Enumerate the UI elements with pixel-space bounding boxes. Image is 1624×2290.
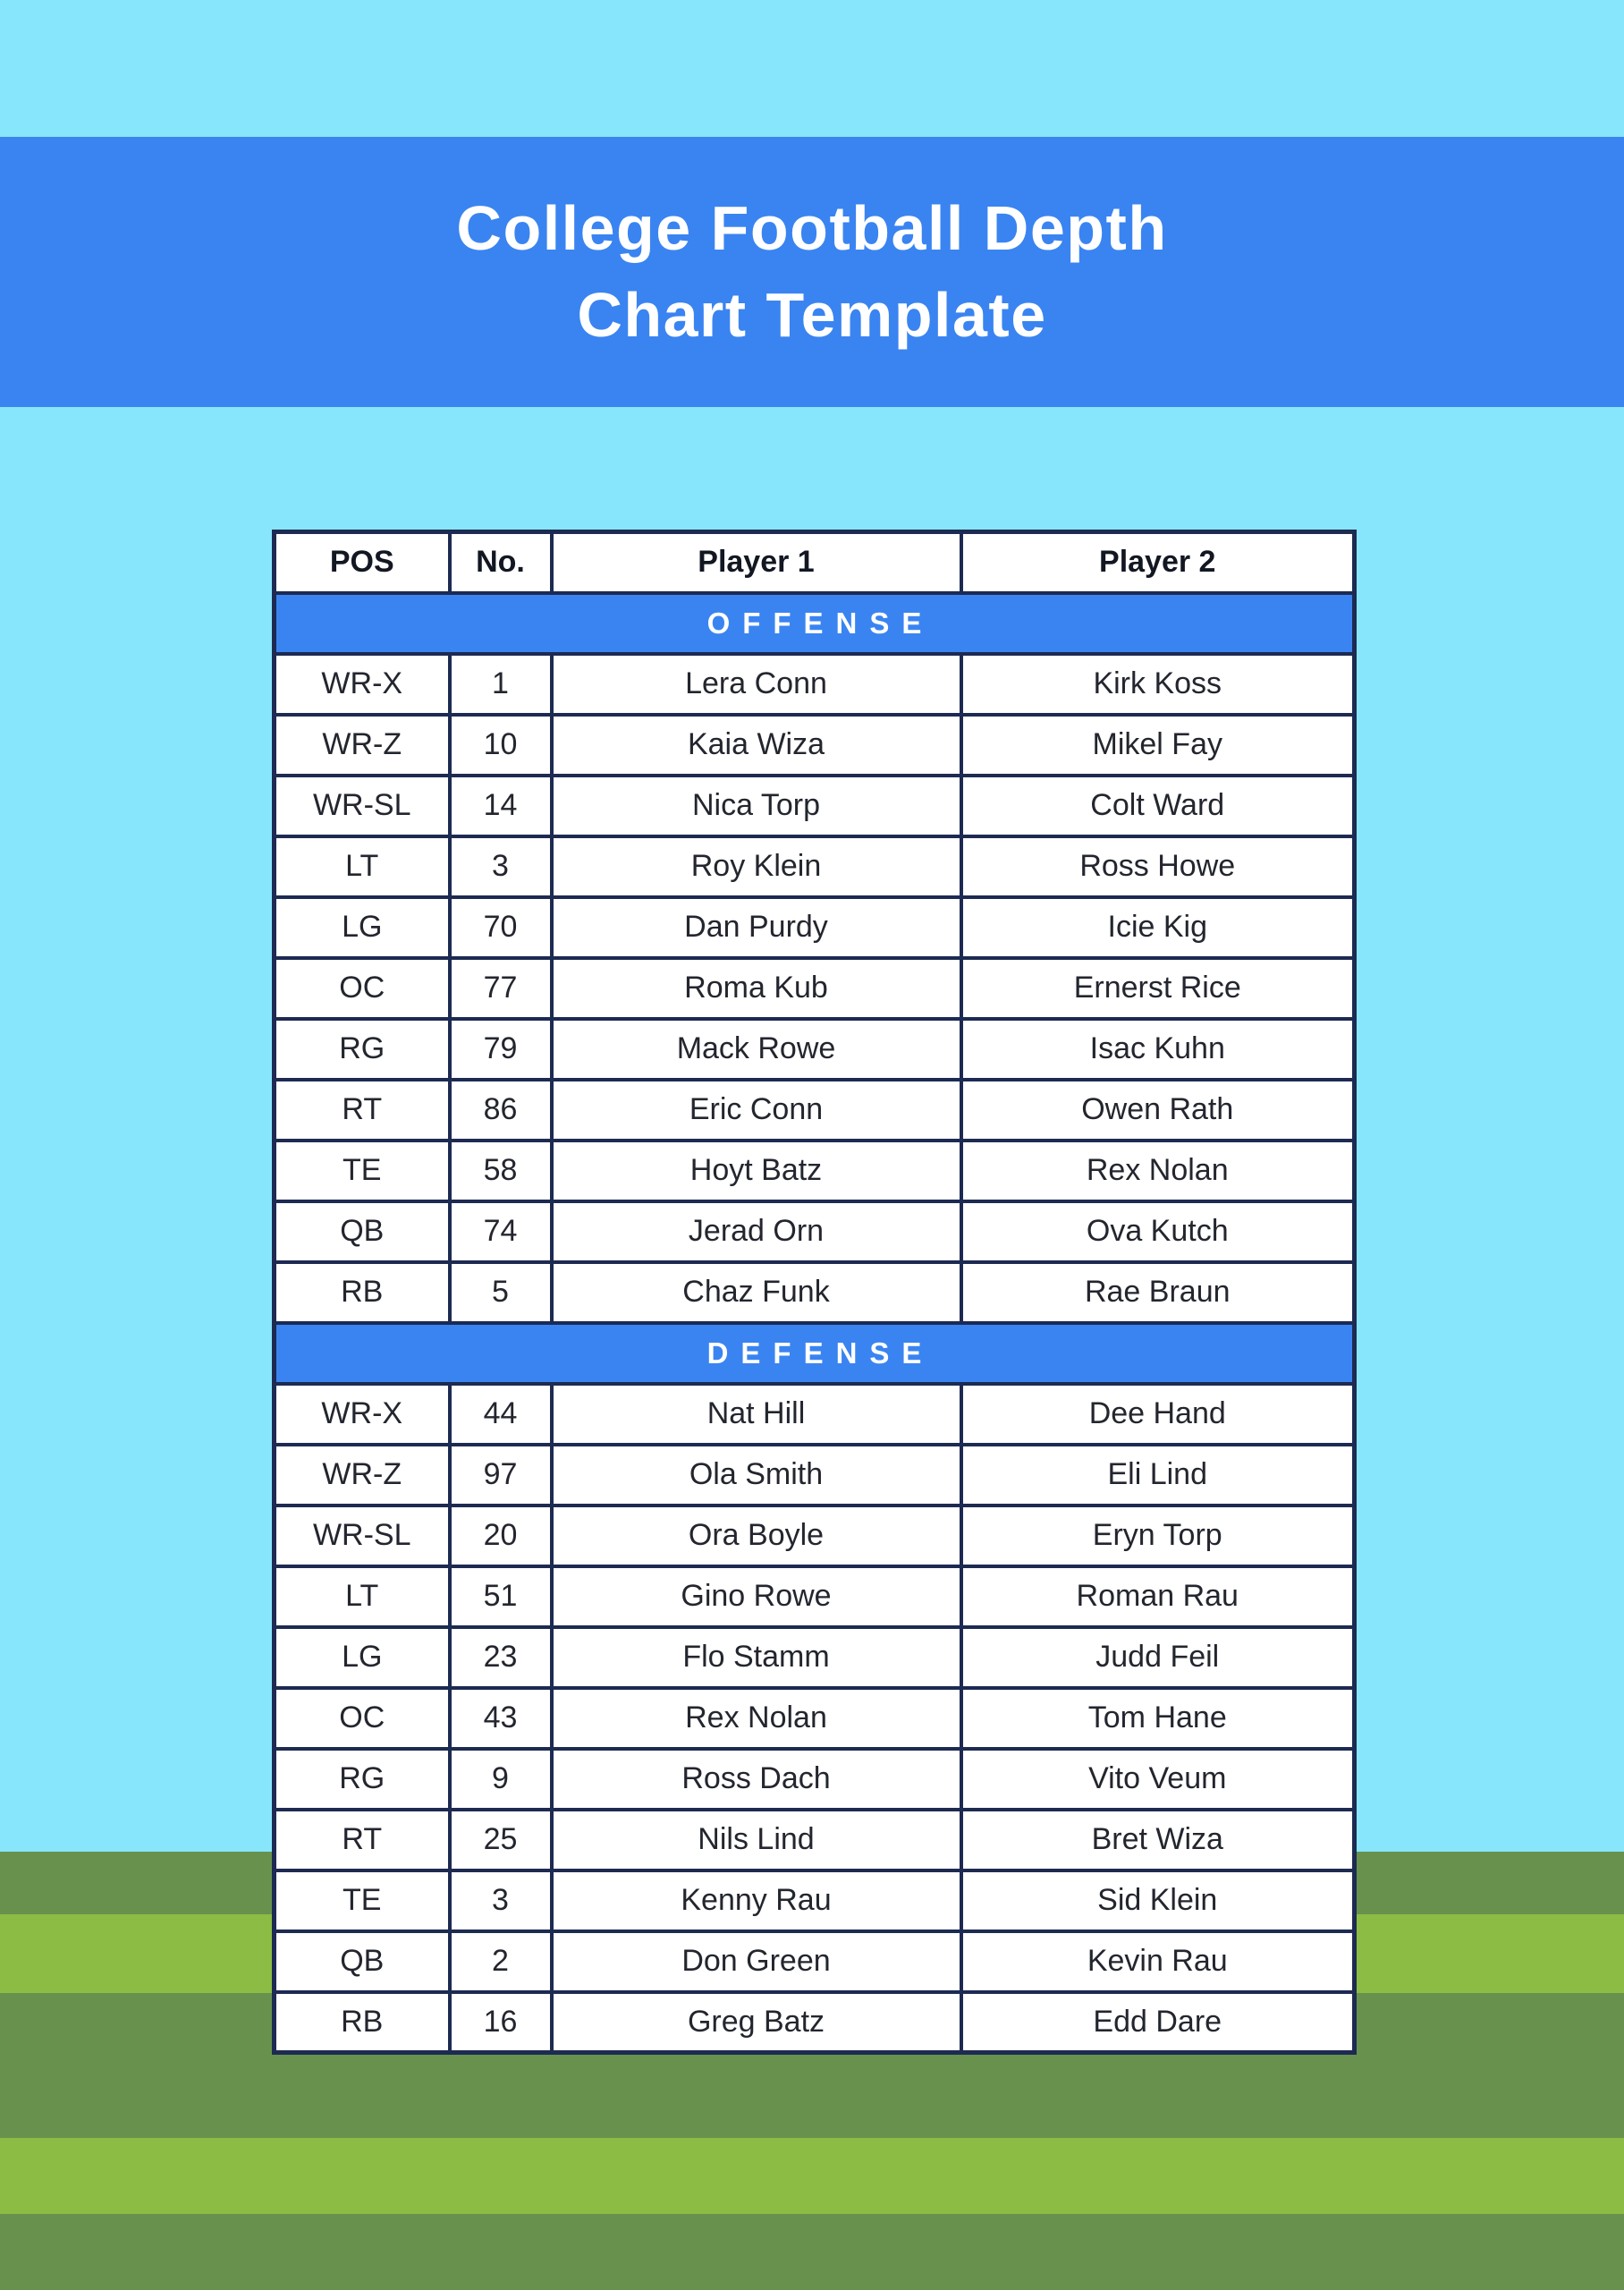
table-row: [275, 1019, 1355, 1080]
cell-no: 43: [450, 1688, 552, 1749]
cell-player1: Nat Hill: [552, 1384, 961, 1445]
cell-player1: Kaia Wiza: [552, 715, 961, 776]
cell-no: 9: [450, 1749, 552, 1810]
table-row: [275, 1080, 1355, 1141]
cell-pos: RT: [275, 1810, 450, 1870]
cell-pos: RB: [275, 1992, 450, 2053]
cell-no: 3: [450, 1870, 552, 1931]
table-row: [275, 1931, 1355, 1992]
cell-player2: Eryn Torp: [961, 1505, 1355, 1566]
cell-no: 23: [450, 1627, 552, 1688]
cell-player2: Ross Howe: [961, 836, 1355, 897]
table-row: [275, 1749, 1355, 1810]
cell-player1: Roma Kub: [552, 958, 961, 1019]
cell-player1: Hoyt Batz: [552, 1141, 961, 1201]
table-row: [275, 776, 1355, 836]
cell-pos: QB: [275, 1931, 450, 1992]
cell-no: 2: [450, 1931, 552, 1992]
cell-player1: Ora Boyle: [552, 1505, 961, 1566]
cell-pos: OC: [275, 1688, 450, 1749]
cell-pos: RT: [275, 1080, 450, 1141]
cell-no: 25: [450, 1810, 552, 1870]
cell-player1: Roy Klein: [552, 836, 961, 897]
cell-player2: Rae Braun: [961, 1262, 1355, 1323]
cell-player2: Sid Klein: [961, 1870, 1355, 1931]
col-header-no: No.: [450, 532, 552, 593]
section-row-defense: [275, 1323, 1355, 1384]
cell-pos: RG: [275, 1019, 450, 1080]
cell-no: 44: [450, 1384, 552, 1445]
cell-player2: Isac Kuhn: [961, 1019, 1355, 1080]
cell-pos: WR-Z: [275, 1445, 450, 1505]
cell-player2: Colt Ward: [961, 776, 1355, 836]
cell-no: 97: [450, 1445, 552, 1505]
cell-no: 14: [450, 776, 552, 836]
cell-player1: Nils Lind: [552, 1810, 961, 1870]
cell-pos: QB: [275, 1201, 450, 1262]
cell-no: 86: [450, 1080, 552, 1141]
page-title-line1: College Football Depth: [456, 193, 1168, 263]
field-stripe-light: [0, 2138, 1624, 2214]
cell-pos: WR-Z: [275, 715, 450, 776]
table-row: [275, 654, 1355, 715]
table-row: [275, 1445, 1355, 1505]
cell-player1: Dan Purdy: [552, 897, 961, 958]
table-row: [275, 836, 1355, 897]
cell-player2: Tom Hane: [961, 1688, 1355, 1749]
table-row: [275, 1688, 1355, 1749]
cell-pos: WR-SL: [275, 776, 450, 836]
cell-player1: Nica Torp: [552, 776, 961, 836]
cell-no: 51: [450, 1566, 552, 1627]
cell-player2: Roman Rau: [961, 1566, 1355, 1627]
table-row: [275, 1141, 1355, 1201]
table-row: [275, 1992, 1355, 2053]
table-row: [275, 1262, 1355, 1323]
cell-player2: Mikel Fay: [961, 715, 1355, 776]
cell-no: 3: [450, 836, 552, 897]
column-header-row: [275, 532, 1355, 593]
cell-pos: LG: [275, 1627, 450, 1688]
cell-player2: Edd Dare: [961, 1992, 1355, 2053]
col-header-pos: POS: [275, 532, 450, 593]
cell-no: 5: [450, 1262, 552, 1323]
cell-no: 20: [450, 1505, 552, 1566]
cell-pos: WR-SL: [275, 1505, 450, 1566]
cell-pos: OC: [275, 958, 450, 1019]
cell-no: 16: [450, 1992, 552, 2053]
cell-player1: Don Green: [552, 1931, 961, 1992]
cell-pos: TE: [275, 1141, 450, 1201]
page-title-line2: Chart Template: [577, 280, 1047, 350]
cell-pos: LG: [275, 897, 450, 958]
section-label: OFFENSE: [275, 593, 1355, 654]
cell-player1: Gino Rowe: [552, 1566, 961, 1627]
title-banner: [0, 137, 1624, 407]
cell-player1: Chaz Funk: [552, 1262, 961, 1323]
cell-player1: Flo Stamm: [552, 1627, 961, 1688]
cell-player1: Greg Batz: [552, 1992, 961, 2053]
cell-player2: Ova Kutch: [961, 1201, 1355, 1262]
cell-player2: Kirk Koss: [961, 654, 1355, 715]
table-row: [275, 1627, 1355, 1688]
table-row: [275, 1384, 1355, 1445]
cell-pos: RG: [275, 1749, 450, 1810]
depth-table-body: [275, 593, 1355, 2053]
cell-no: 58: [450, 1141, 552, 1201]
cell-pos: LT: [275, 1566, 450, 1627]
cell-player2: Owen Rath: [961, 1080, 1355, 1141]
table-row: [275, 958, 1355, 1019]
table-row: [275, 1566, 1355, 1627]
cell-pos: RB: [275, 1262, 450, 1323]
cell-player2: Ernerst Rice: [961, 958, 1355, 1019]
section-label: DEFENSE: [275, 1323, 1355, 1384]
cell-player1: Kenny Rau: [552, 1870, 961, 1931]
cell-player2: Eli Lind: [961, 1445, 1355, 1505]
cell-player1: Jerad Orn: [552, 1201, 961, 1262]
cell-player2: Icie Kig: [961, 897, 1355, 958]
table-row: [275, 1201, 1355, 1262]
cell-no: 10: [450, 715, 552, 776]
table-row: [275, 1810, 1355, 1870]
cell-pos: TE: [275, 1870, 450, 1931]
table-row: [275, 1870, 1355, 1931]
cell-player1: Rex Nolan: [552, 1688, 961, 1749]
depth-chart-table-container: [272, 530, 1352, 2055]
cell-no: 1: [450, 654, 552, 715]
cell-pos: WR-X: [275, 1384, 450, 1445]
cell-pos: WR-X: [275, 654, 450, 715]
page-title: [456, 185, 1167, 359]
cell-pos: LT: [275, 836, 450, 897]
cell-player1: Eric Conn: [552, 1080, 961, 1141]
section-row-offense: [275, 593, 1355, 654]
cell-player1: Mack Rowe: [552, 1019, 961, 1080]
cell-player2: Judd Feil: [961, 1627, 1355, 1688]
table-row: [275, 1505, 1355, 1566]
table-row: [275, 897, 1355, 958]
cell-player2: Bret Wiza: [961, 1810, 1355, 1870]
table-row: [275, 715, 1355, 776]
cell-player2: Vito Veum: [961, 1749, 1355, 1810]
col-header-player2: Player 2: [961, 532, 1355, 593]
cell-no: 77: [450, 958, 552, 1019]
cell-no: 74: [450, 1201, 552, 1262]
cell-player1: Lera Conn: [552, 654, 961, 715]
cell-no: 70: [450, 897, 552, 958]
cell-player2: Kevin Rau: [961, 1931, 1355, 1992]
col-header-player1: Player 1: [552, 532, 961, 593]
depth-chart-table: [272, 530, 1357, 2055]
cell-player2: Rex Nolan: [961, 1141, 1355, 1201]
cell-no: 79: [450, 1019, 552, 1080]
cell-player1: Ross Dach: [552, 1749, 961, 1810]
cell-player2: Dee Hand: [961, 1384, 1355, 1445]
cell-player1: Ola Smith: [552, 1445, 961, 1505]
field-stripe-dark: [0, 2214, 1624, 2290]
